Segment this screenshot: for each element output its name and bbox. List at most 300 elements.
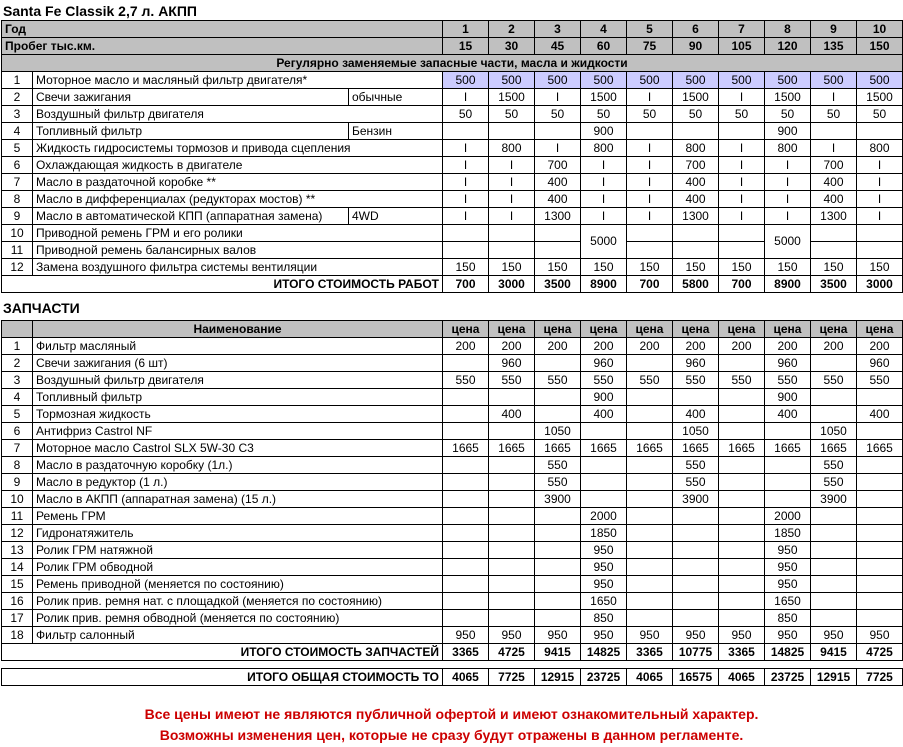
row-number: 4 — [2, 123, 33, 140]
price-cell — [719, 406, 765, 423]
price-cell: 950 — [811, 627, 857, 644]
value-cell: I — [443, 174, 489, 191]
price-cell — [627, 576, 673, 593]
grand-total-cell: 4065 — [719, 669, 765, 686]
price-cell — [627, 508, 673, 525]
price-cell: 200 — [443, 338, 489, 355]
value-cell: 50 — [857, 106, 903, 123]
value-cell: I — [719, 140, 765, 157]
parts-row — [2, 372, 903, 389]
price-cell: 550 — [535, 474, 581, 491]
value-cell — [489, 225, 535, 242]
value-cell: I — [535, 89, 581, 106]
price-cell — [857, 525, 903, 542]
schedule-row — [2, 123, 903, 140]
value-cell: I — [443, 208, 489, 225]
value-cell: 700 — [535, 157, 581, 174]
price-cell: 1665 — [857, 440, 903, 457]
value-cell: 5000 — [765, 225, 811, 259]
name-header: Наименование — [33, 321, 443, 338]
price-cell: 950 — [765, 542, 811, 559]
value-cell: I — [627, 191, 673, 208]
price-cell: 200 — [857, 338, 903, 355]
schedule-row — [2, 89, 903, 106]
parts-row — [2, 389, 903, 406]
parts-total-cell: 10775 — [673, 644, 719, 661]
value-cell — [857, 242, 903, 259]
labor-total-cell: 3500 — [811, 276, 857, 293]
value-cell: I — [581, 208, 627, 225]
parts-total-row — [2, 644, 903, 661]
year-cell: 8 — [765, 21, 811, 38]
price-cell — [857, 559, 903, 576]
part-name: Моторное масло Castrol SLX 5W-30 C3 — [33, 440, 443, 457]
price-cell — [443, 593, 489, 610]
price-cell — [811, 389, 857, 406]
value-cell: I — [765, 191, 811, 208]
price-cell: 550 — [443, 372, 489, 389]
price-cell: 960 — [765, 355, 811, 372]
price-cell — [811, 508, 857, 525]
price-cell — [857, 457, 903, 474]
value-cell — [673, 123, 719, 140]
value-cell — [857, 123, 903, 140]
value-cell — [627, 242, 673, 259]
price-cell: 1665 — [535, 440, 581, 457]
price-cell — [627, 474, 673, 491]
value-cell: I — [443, 89, 489, 106]
price-cell — [535, 610, 581, 627]
price-cell — [535, 559, 581, 576]
parts-total-cell: 4725 — [489, 644, 535, 661]
value-cell: I — [581, 157, 627, 174]
row-number: 9 — [2, 208, 33, 225]
parts-row — [2, 423, 903, 440]
value-cell: I — [627, 208, 673, 225]
labor-total-cell: 3000 — [489, 276, 535, 293]
price-cell — [535, 389, 581, 406]
price-cell — [535, 542, 581, 559]
value-cell — [719, 225, 765, 242]
price-cell — [857, 491, 903, 508]
value-cell — [811, 225, 857, 242]
row-number: 11 — [2, 508, 33, 525]
item-name: Приводной ремень балансирных валов — [33, 242, 443, 259]
price-cell: 3900 — [535, 491, 581, 508]
value-cell: I — [489, 208, 535, 225]
labor-total-cell: 700 — [627, 276, 673, 293]
value-cell: 5000 — [581, 225, 627, 259]
parts-row — [2, 610, 903, 627]
price-cell — [489, 559, 535, 576]
value-cell — [443, 242, 489, 259]
price-cell: 960 — [581, 355, 627, 372]
price-cell — [765, 423, 811, 440]
item-name: Свечи зажигания — [33, 89, 349, 106]
price-cell — [811, 525, 857, 542]
price-cell — [857, 610, 903, 627]
value-cell: 1500 — [489, 89, 535, 106]
schedule-row — [2, 106, 903, 123]
price-cell: 950 — [765, 559, 811, 576]
row-number: 8 — [2, 457, 33, 474]
price-cell: 1665 — [489, 440, 535, 457]
row-number: 18 — [2, 627, 33, 644]
value-cell: I — [811, 89, 857, 106]
price-header: цена — [811, 321, 857, 338]
mileage-cell: 90 — [673, 38, 719, 55]
price-cell: 550 — [719, 372, 765, 389]
price-header: цена — [719, 321, 765, 338]
row-number: 1 — [2, 338, 33, 355]
value-cell: 50 — [489, 106, 535, 123]
price-cell: 1050 — [535, 423, 581, 440]
row-number: 10 — [2, 491, 33, 508]
price-cell: 1665 — [719, 440, 765, 457]
row-number: 11 — [2, 242, 33, 259]
value-cell: 500 — [443, 72, 489, 89]
price-cell: 3900 — [811, 491, 857, 508]
price-cell — [811, 593, 857, 610]
price-cell: 550 — [673, 457, 719, 474]
value-cell — [719, 242, 765, 259]
value-cell: I — [443, 157, 489, 174]
price-cell: 200 — [765, 338, 811, 355]
price-cell — [719, 525, 765, 542]
mileage-row — [2, 38, 903, 55]
value-cell: 1500 — [581, 89, 627, 106]
price-cell: 1850 — [765, 525, 811, 542]
year-label: Год — [2, 21, 443, 38]
value-cell — [673, 242, 719, 259]
price-cell — [719, 610, 765, 627]
price-header: цена — [857, 321, 903, 338]
parts-row — [2, 627, 903, 644]
value-cell: 400 — [535, 174, 581, 191]
value-cell — [811, 123, 857, 140]
grand-total-cell: 23725 — [581, 669, 627, 686]
year-cell: 9 — [811, 21, 857, 38]
parts-total-cell: 3365 — [627, 644, 673, 661]
parts-total-cell: 3365 — [719, 644, 765, 661]
schedule-row — [2, 225, 903, 242]
price-cell: 400 — [581, 406, 627, 423]
part-name: Тормозная жидкость — [33, 406, 443, 423]
value-cell: I — [765, 174, 811, 191]
value-cell: 400 — [811, 174, 857, 191]
mileage-cell: 15 — [443, 38, 489, 55]
part-name: Свечи зажигания (6 шт) — [33, 355, 443, 372]
part-name: Гидронатяжитель — [33, 525, 443, 542]
price-cell — [811, 355, 857, 372]
value-cell: I — [489, 174, 535, 191]
item-name: Приводной ремень ГРМ и его ролики — [33, 225, 443, 242]
price-cell — [489, 542, 535, 559]
price-cell — [627, 355, 673, 372]
part-name: Масло в АКПП (аппаратная замена) (15 л.) — [33, 491, 443, 508]
mileage-cell: 75 — [627, 38, 673, 55]
grand-total-cell: 16575 — [673, 669, 719, 686]
price-cell — [535, 406, 581, 423]
price-cell: 950 — [581, 542, 627, 559]
row-number: 5 — [2, 406, 33, 423]
price-cell: 950 — [673, 627, 719, 644]
value-cell: 150 — [581, 259, 627, 276]
value-cell: 150 — [857, 259, 903, 276]
value-cell — [535, 225, 581, 242]
schedule-row — [2, 191, 903, 208]
price-cell: 1050 — [811, 423, 857, 440]
value-cell — [719, 123, 765, 140]
value-cell — [443, 225, 489, 242]
price-cell — [719, 491, 765, 508]
value-cell: 700 — [811, 157, 857, 174]
year-cell: 3 — [535, 21, 581, 38]
disclaimer-line-2: Возможны изменения цен, которые не сразу будут отражены в данном регламенте. — [159, 727, 744, 743]
mileage-cell: 45 — [535, 38, 581, 55]
value-cell: 800 — [489, 140, 535, 157]
schedule-row — [2, 140, 903, 157]
parts-total-cell: 14825 — [581, 644, 627, 661]
price-cell: 950 — [857, 627, 903, 644]
price-cell: 400 — [673, 406, 719, 423]
price-header: цена — [627, 321, 673, 338]
value-cell: 500 — [719, 72, 765, 89]
price-cell: 960 — [489, 355, 535, 372]
parts-row — [2, 440, 903, 457]
value-cell: 900 — [581, 123, 627, 140]
value-cell: 50 — [811, 106, 857, 123]
row-number: 15 — [2, 576, 33, 593]
value-cell: I — [857, 191, 903, 208]
price-cell: 950 — [765, 576, 811, 593]
price-cell: 1665 — [581, 440, 627, 457]
parts-row — [2, 559, 903, 576]
grand-total-row — [2, 669, 903, 686]
parts-row — [2, 406, 903, 423]
parts-section-title: ЗАПЧАСТИ — [3, 300, 80, 316]
item-variant: 4WD — [349, 208, 443, 225]
price-cell — [489, 457, 535, 474]
mileage-cell: 120 — [765, 38, 811, 55]
parts-row — [2, 474, 903, 491]
row-number: 17 — [2, 610, 33, 627]
price-cell — [627, 423, 673, 440]
value-cell: 1500 — [673, 89, 719, 106]
price-cell: 1050 — [673, 423, 719, 440]
mileage-cell: 150 — [857, 38, 903, 55]
price-cell — [857, 423, 903, 440]
value-cell: 500 — [535, 72, 581, 89]
value-cell: 500 — [489, 72, 535, 89]
part-name: Фильтр масляный — [33, 338, 443, 355]
parts-row — [2, 542, 903, 559]
price-cell — [627, 525, 673, 542]
schedule-row — [2, 208, 903, 225]
price-cell: 200 — [627, 338, 673, 355]
price-cell: 400 — [765, 406, 811, 423]
part-name: Ролик прив. ремня обводной (меняется по состоянию) — [33, 610, 443, 627]
price-cell — [627, 457, 673, 474]
price-cell: 1665 — [811, 440, 857, 457]
labor-total-cell: 5800 — [673, 276, 719, 293]
price-cell — [489, 576, 535, 593]
disclaimer — [0, 704, 903, 746]
section-header: Регулярно заменяемые запасные части, масла и жидкости — [2, 55, 903, 72]
price-cell: 400 — [489, 406, 535, 423]
value-cell: 500 — [627, 72, 673, 89]
value-cell: I — [489, 157, 535, 174]
grand-total-cell: 7725 — [489, 669, 535, 686]
grand-total-cell: 12915 — [535, 669, 581, 686]
value-cell: 1300 — [535, 208, 581, 225]
price-cell — [719, 576, 765, 593]
price-cell: 950 — [535, 627, 581, 644]
price-cell — [535, 508, 581, 525]
price-cell — [581, 474, 627, 491]
price-cell — [489, 474, 535, 491]
item-variant: обычные — [349, 89, 443, 106]
row-number: 3 — [2, 372, 33, 389]
price-cell: 200 — [581, 338, 627, 355]
parts-total-cell: 14825 — [765, 644, 811, 661]
price-cell: 550 — [673, 474, 719, 491]
value-cell: I — [811, 140, 857, 157]
parts-total-cell: 3365 — [443, 644, 489, 661]
part-name: Воздушный фильтр двигателя — [33, 372, 443, 389]
price-cell — [627, 389, 673, 406]
row-number: 12 — [2, 525, 33, 542]
price-cell: 550 — [627, 372, 673, 389]
price-cell — [489, 593, 535, 610]
price-cell — [673, 559, 719, 576]
price-cell: 550 — [857, 372, 903, 389]
value-cell — [811, 242, 857, 259]
schedule-row — [2, 259, 903, 276]
price-cell — [719, 474, 765, 491]
value-cell: 150 — [627, 259, 673, 276]
value-cell: 50 — [581, 106, 627, 123]
value-cell — [443, 123, 489, 140]
value-cell: I — [765, 208, 811, 225]
price-cell: 1850 — [581, 525, 627, 542]
price-cell — [627, 542, 673, 559]
year-cell: 1 — [443, 21, 489, 38]
value-cell: 500 — [581, 72, 627, 89]
row-number: 5 — [2, 140, 33, 157]
value-cell — [627, 123, 673, 140]
price-header: цена — [489, 321, 535, 338]
price-cell — [765, 491, 811, 508]
parts-table — [1, 320, 903, 661]
value-cell: I — [719, 157, 765, 174]
labor-total-row — [2, 276, 903, 293]
value-cell: I — [627, 140, 673, 157]
price-cell — [765, 474, 811, 491]
parts-total-label: ИТОГО СТОИМОСТЬ ЗАПЧАСТЕЙ — [2, 644, 443, 661]
item-name: Моторное масло и масляный фильтр двигателя* — [33, 72, 443, 89]
row-number: 7 — [2, 174, 33, 191]
value-cell: I — [627, 174, 673, 191]
price-cell — [673, 542, 719, 559]
year-cell: 4 — [581, 21, 627, 38]
row-number: 13 — [2, 542, 33, 559]
mileage-cell: 60 — [581, 38, 627, 55]
year-cell: 7 — [719, 21, 765, 38]
parts-row — [2, 355, 903, 372]
price-cell: 960 — [673, 355, 719, 372]
parts-row — [2, 525, 903, 542]
price-cell: 950 — [581, 576, 627, 593]
price-header: цена — [765, 321, 811, 338]
price-cell — [489, 491, 535, 508]
price-cell: 950 — [443, 627, 489, 644]
mileage-cell: 105 — [719, 38, 765, 55]
labor-total-label: ИТОГО СТОИМОСТЬ РАБОТ — [2, 276, 443, 293]
value-cell: 150 — [673, 259, 719, 276]
price-cell — [719, 457, 765, 474]
mileage-label: Пробег тыс.км. — [2, 38, 443, 55]
price-cell: 200 — [535, 338, 581, 355]
price-cell: 400 — [857, 406, 903, 423]
grand-total-cell: 7725 — [857, 669, 903, 686]
price-cell — [811, 576, 857, 593]
price-cell — [673, 610, 719, 627]
part-name: Ремень ГРМ — [33, 508, 443, 525]
price-cell — [443, 355, 489, 372]
price-cell: 950 — [765, 627, 811, 644]
price-cell — [719, 508, 765, 525]
parts-row — [2, 457, 903, 474]
value-cell: 500 — [765, 72, 811, 89]
price-cell — [673, 593, 719, 610]
item-name: Воздушный фильтр двигателя — [33, 106, 443, 123]
price-cell: 1665 — [673, 440, 719, 457]
price-cell: 3900 — [673, 491, 719, 508]
value-cell: 150 — [535, 259, 581, 276]
value-cell: 1300 — [811, 208, 857, 225]
price-cell — [443, 389, 489, 406]
part-name: Ролик прив. ремня нат. с площадкой (меняется по состоянию) — [33, 593, 443, 610]
value-cell: I — [489, 191, 535, 208]
section-header-row — [2, 55, 903, 72]
price-cell — [535, 576, 581, 593]
value-cell: 400 — [673, 191, 719, 208]
part-name: Масло в редуктор (1 л.) — [33, 474, 443, 491]
value-cell: I — [443, 140, 489, 157]
row-number: 10 — [2, 225, 33, 242]
price-cell — [811, 406, 857, 423]
value-cell: 50 — [535, 106, 581, 123]
row-number: 16 — [2, 593, 33, 610]
value-cell — [857, 225, 903, 242]
price-cell — [857, 593, 903, 610]
price-cell — [443, 508, 489, 525]
value-cell: I — [857, 174, 903, 191]
schedule-row — [2, 72, 903, 89]
value-cell: 150 — [719, 259, 765, 276]
row-number: 2 — [2, 89, 33, 106]
price-cell — [443, 576, 489, 593]
price-cell — [811, 610, 857, 627]
part-name: Ролик ГРМ натяжной — [33, 542, 443, 559]
price-cell — [443, 423, 489, 440]
price-cell — [627, 610, 673, 627]
price-cell: 850 — [765, 610, 811, 627]
price-cell — [811, 559, 857, 576]
value-cell: 1500 — [765, 89, 811, 106]
part-name: Антифриз Castrol NF — [33, 423, 443, 440]
